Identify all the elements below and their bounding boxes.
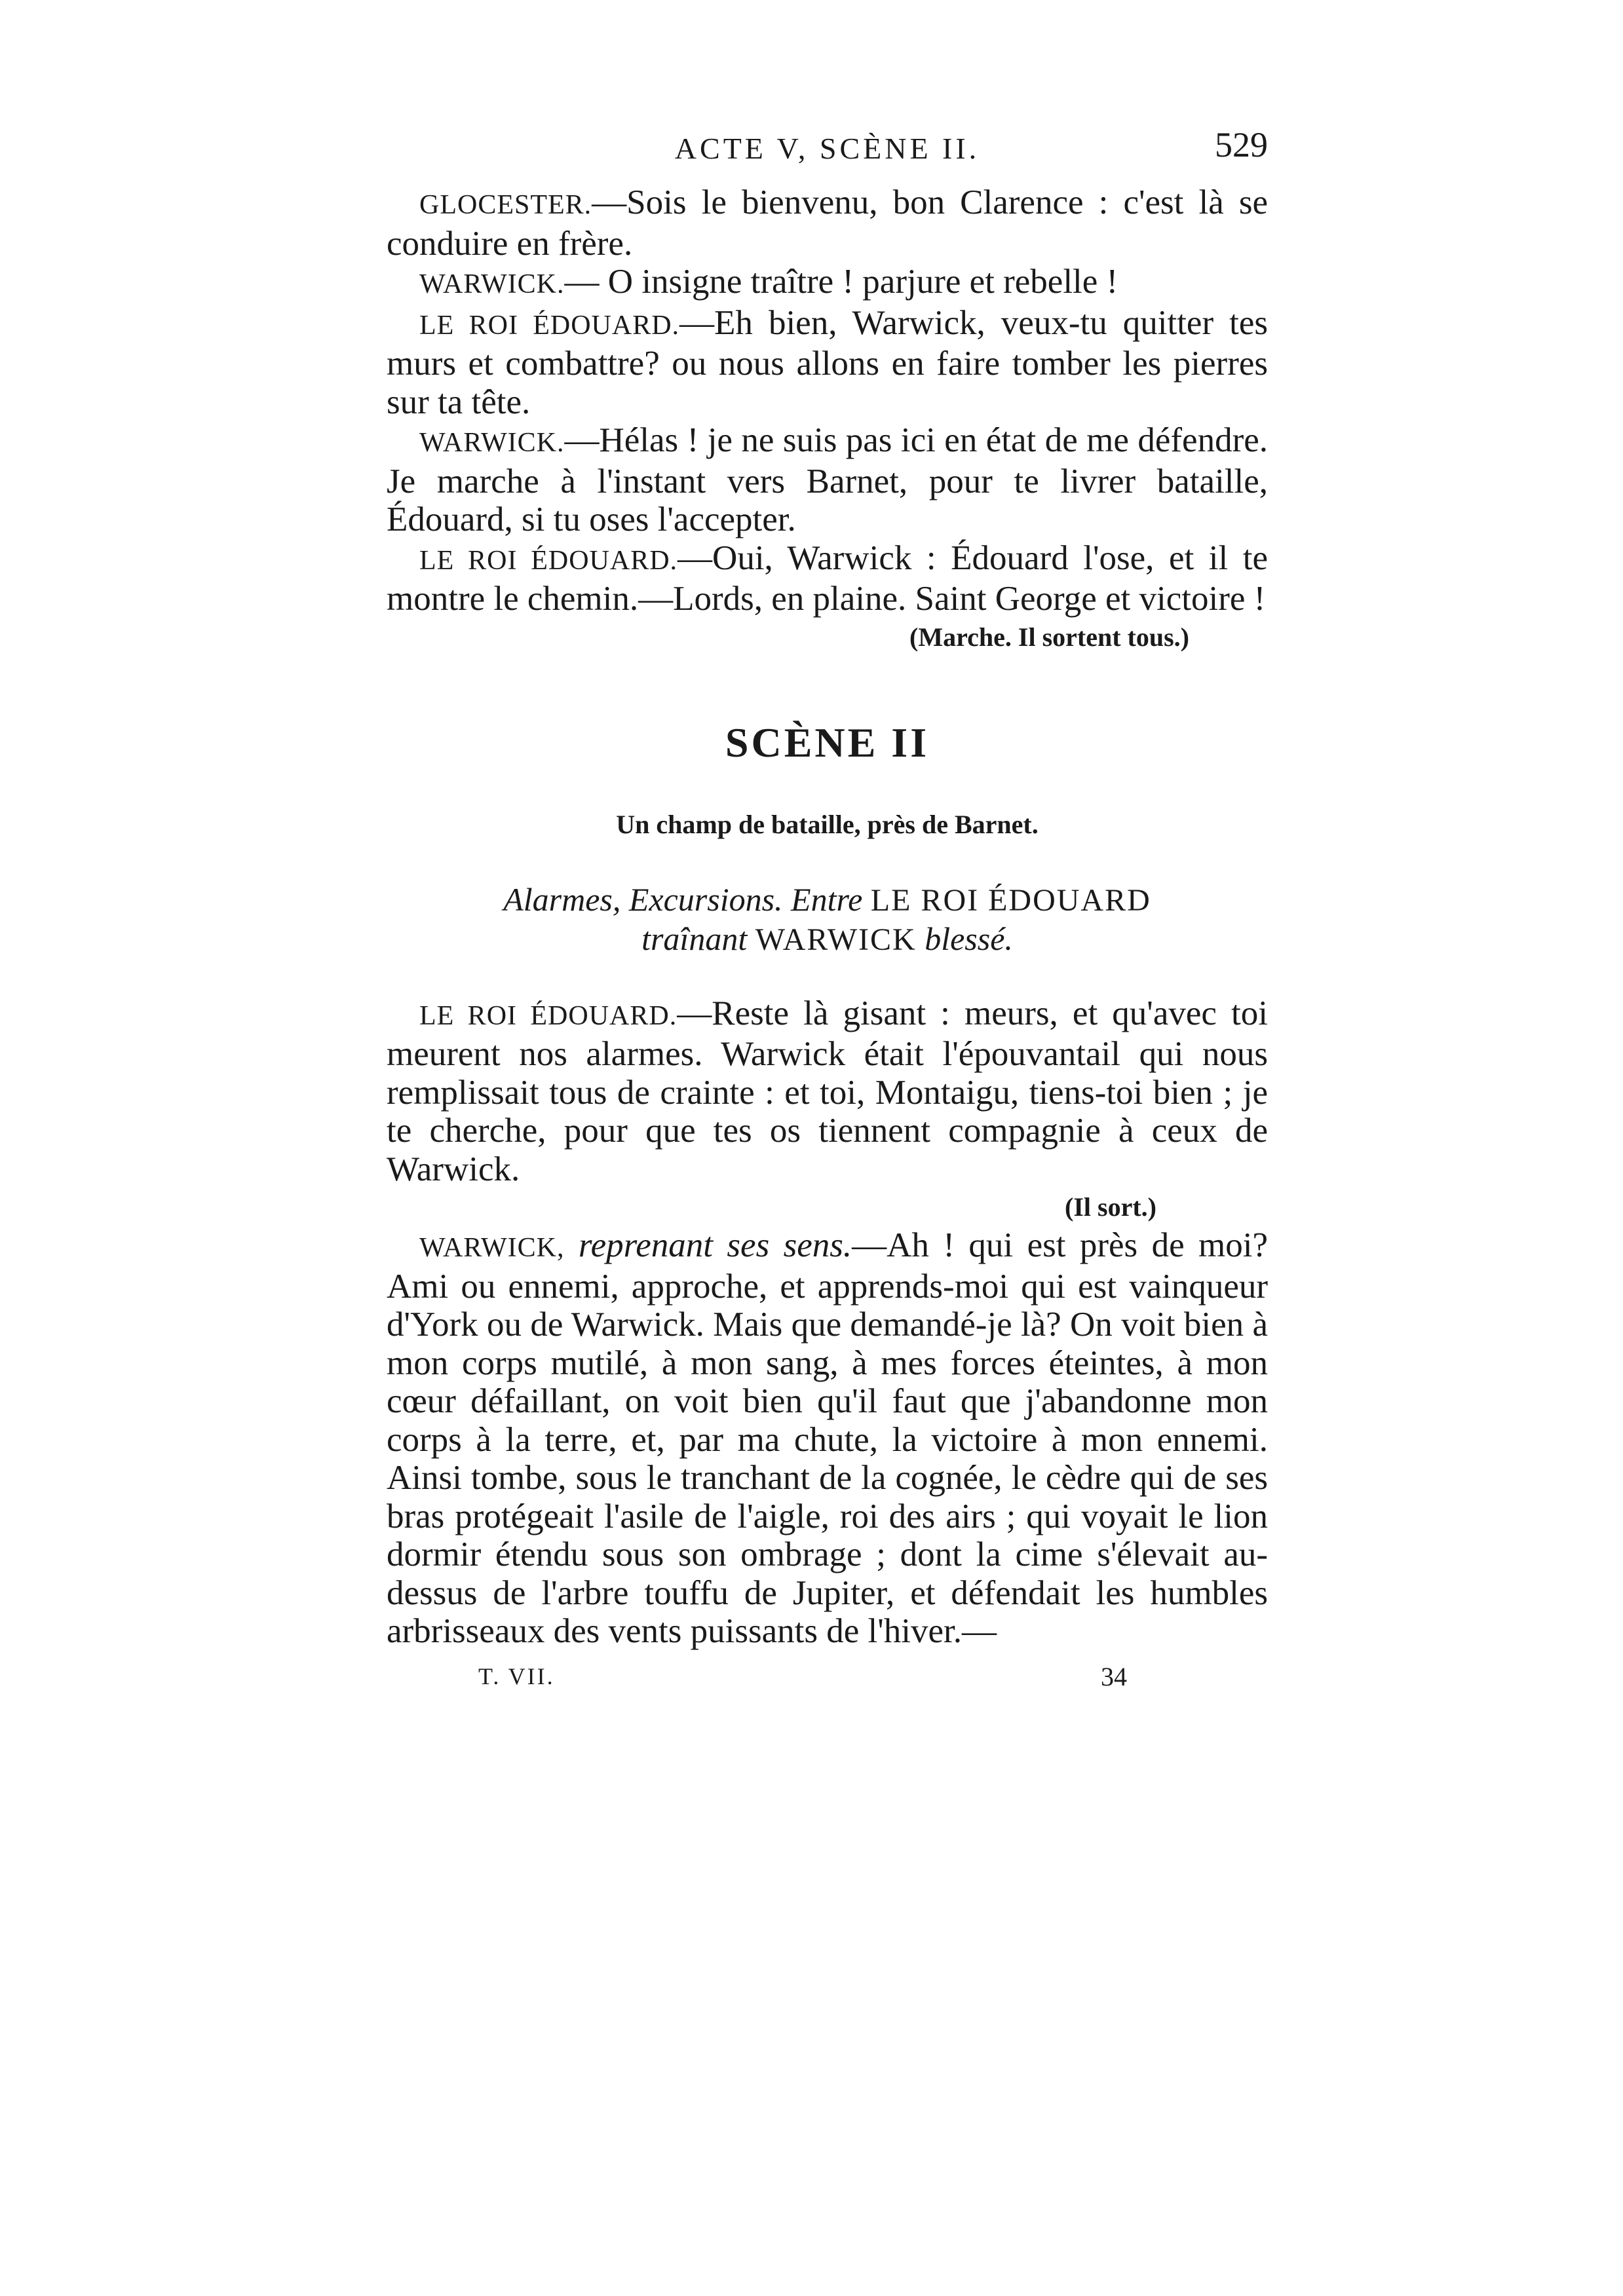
speech-edouard-2: [387, 539, 1268, 618]
speaker-name: WARWICK,: [419, 1233, 565, 1263]
direction-italic: Alarmes, Excursions. Entre: [503, 880, 863, 918]
page-footer: [387, 1657, 1268, 1703]
running-title: ACTE V, SCÈNE II.: [674, 132, 980, 165]
direction-character: LE ROI ÉDOUARD: [870, 882, 1151, 918]
scene-heading: SCÈNE II: [725, 719, 930, 766]
speaker-aside: reprenant ses sens.: [578, 1226, 852, 1264]
speaker-name: LE ROI ÉDOUARD.: [419, 545, 678, 576]
direction-line-2: [387, 920, 1268, 959]
speech-glocester: [387, 183, 1268, 263]
speaker-name: LE ROI ÉDOUARD.: [419, 1000, 678, 1031]
sheet-number: 34: [1101, 1661, 1127, 1691]
speech-warwick-2: [387, 421, 1268, 539]
speech-text: —Hélas ! je ne suis pas ici en état de me défendre. Je marche à l'instant vers Barnet, pour te livrer bataille, Édouard, si tu oses l'accepter.: [387, 421, 1268, 538]
speaker-name: GLOCESTER.: [419, 190, 592, 220]
speech-text: —Sois le bienvenu, bon Clarence : c'est là se conduire en frère.: [387, 183, 1268, 263]
speech-text: —Oui, Warwick : Édouard l'ose, et il te montre le chemin.—Lords, en plaine. Saint George et victoire !: [387, 538, 1268, 618]
speech-text: —Ah ! qui est près de moi? Ami ou ennemi, approche, et apprends-moi qui est vainqueur d'York ou de Warwick. Mais que demandé-je là? On voit bien à mon corps mutilé, à mon sang, à mes forces éteintes, à mon cœur défaillant, on voit bien qu'il faut que j'abandonne mon corps à la terre, et, par ma chute, la victoire à mon ennemi. Ainsi tombe, sous le tranchant de la cognée, le cèdre qui de ses bras protégeait l'asile de l'aigle, roi des airs ; qui voyait le lion dormir étendu sous son ombrage ; dont la cime s'élevait au-dessus de l'arbre touffu de Jupiter, et défendait les humbles arbrisseaux des vents puissants de l'hiver.—: [387, 1226, 1268, 1650]
running-head: [387, 124, 1268, 183]
speaker-name: WARWICK.: [419, 428, 565, 458]
speech-warwick-1: [387, 263, 1268, 304]
speech-text: —Reste là gisant : meurs, et qu'avec toi meurent nos alarmes. Warwick était l'épouvantail qui nous remplissait tous de crainte : et toi, Montaigu, tiens-toi bien ; je te cherche, pour que tes os tiennent compagnie à ceux de Warwick.: [387, 994, 1268, 1188]
book-page: [387, 124, 1268, 1703]
stage-direction-exit: (Il sort.): [1065, 1192, 1156, 1222]
speech-edouard-1: [387, 304, 1268, 422]
volume-signature: T. VII.: [478, 1663, 555, 1689]
opening-stage-direction: [387, 880, 1268, 959]
scene-location: Un champ de bataille, près de Barnet.: [616, 809, 1039, 839]
page-number: 529: [1215, 125, 1268, 164]
speaker-name: WARWICK.: [419, 269, 565, 299]
direction-italic: traînant: [641, 920, 748, 957]
speaker-name: LE ROI ÉDOUARD.: [419, 310, 680, 341]
speech-text: —Eh bien, Warwick, veux-tu quitter tes murs et combattre? ou nous allons en faire tomber les pierres sur ta tête.: [387, 303, 1269, 421]
direction-italic: blessé.: [925, 920, 1013, 957]
direction-character: WARWICK: [755, 922, 917, 957]
speech-text: — O insigne traître ! parjure et rebelle !: [564, 263, 1118, 301]
stage-direction-exeunt: (Marche. Il sortent tous.): [909, 622, 1189, 652]
direction-line-1: [387, 880, 1268, 920]
speech-edouard-3: [387, 994, 1268, 1189]
speech-warwick-3: [387, 1226, 1268, 1651]
